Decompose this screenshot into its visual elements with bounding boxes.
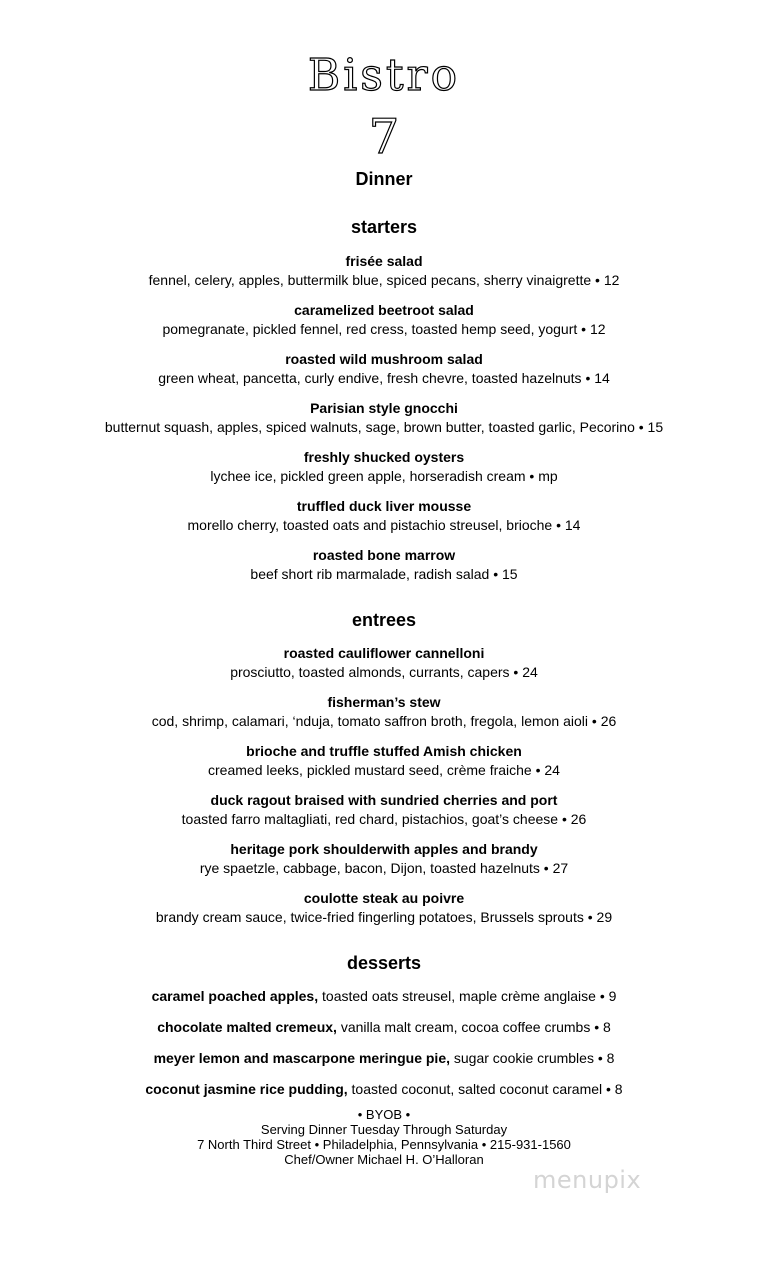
item-description: pomegranate, pickled fennel, red cress, toasted hemp seed, yogurt • 12 xyxy=(162,321,606,337)
item-description: green wheat, pancetta, curly endive, fresh chevre, toasted hazelnuts • 14 xyxy=(158,370,610,386)
item-name: brioche and truffle stuffed Amish chicken xyxy=(246,743,522,759)
item-name: roasted wild mushroom salad xyxy=(285,351,483,367)
restaurant-number: 7 xyxy=(368,109,400,165)
menu-item xyxy=(0,889,768,926)
byob-note: • BYOB • xyxy=(357,1107,411,1122)
item-description: toasted farro maltagliati, red chard, pistachios, goat’s cheese • 26 xyxy=(181,811,587,827)
dessert-name: chocolate malted cremeux, xyxy=(157,1019,337,1035)
chef-owner: Chef/Owner Michael H. O’Halloran xyxy=(284,1152,484,1167)
dessert-item xyxy=(0,987,768,1005)
item-description: prosciutto, toasted almonds, currants, capers • 24 xyxy=(230,664,538,680)
restaurant-name: Bistro xyxy=(307,50,461,101)
menu-item xyxy=(0,497,768,534)
item-description: lychee ice, pickled green apple, horseradish cream • mp xyxy=(210,468,558,484)
item-name: Parisian style gnocchi xyxy=(310,400,458,416)
menu-title: Dinner xyxy=(355,169,413,189)
item-name: frisée salad xyxy=(345,253,423,269)
service-hours: Serving Dinner Tuesday Through Saturday xyxy=(260,1122,508,1137)
menu-item xyxy=(0,252,768,289)
dessert-name: coconut jasmine rice pudding, xyxy=(145,1081,348,1097)
item-description: morello cherry, toasted oats and pistachio streusel, brioche • 14 xyxy=(187,517,581,533)
item-description: cod, shrimp, calamari, ‘nduja, tomato saffron broth, fregola, lemon aioli • 26 xyxy=(151,713,617,729)
item-name: caramelized beetroot salad xyxy=(294,302,474,318)
menu-item xyxy=(0,350,768,387)
item-description: brandy cream sauce, twice-fried fingerling potatoes, Brussels sprouts • 29 xyxy=(155,909,613,925)
menu-item xyxy=(0,399,768,436)
menu-item xyxy=(0,693,768,730)
item-description: butternut squash, apples, spiced walnuts, sage, brown butter, toasted garlic, Pecorino • 15 xyxy=(104,419,664,435)
menu-item xyxy=(0,791,768,828)
dessert-name: caramel poached apples, xyxy=(151,988,319,1004)
item-name: freshly shucked oysters xyxy=(303,449,465,465)
item-name: fisherman’s stew xyxy=(327,694,441,710)
dessert-description: toasted coconut, salted coconut caramel • 8 xyxy=(347,1081,623,1097)
dessert-description: toasted oats streusel, maple crème anglaise • 9 xyxy=(318,988,617,1004)
dessert-description: vanilla malt cream, cocoa coffee crumbs • 8 xyxy=(336,1019,611,1035)
menu-item xyxy=(0,301,768,338)
item-description: creamed leeks, pickled mustard seed, crème fraiche • 24 xyxy=(208,762,560,778)
menu-item xyxy=(0,742,768,779)
section-title-starters: starters xyxy=(350,217,418,237)
section-title-entrees: entrees xyxy=(351,610,417,630)
dessert-item xyxy=(0,1049,768,1067)
menu-item xyxy=(0,840,768,877)
dessert-description: sugar cookie crumbles • 8 xyxy=(450,1050,615,1066)
dessert-name: meyer lemon and mascarpone meringue pie, xyxy=(153,1050,450,1066)
item-name: truffled duck liver mousse xyxy=(296,498,472,514)
watermark: menupix xyxy=(533,1166,642,1194)
menu-footer xyxy=(0,1107,768,1167)
item-description: fennel, celery, apples, buttermilk blue, spiced pecans, sherry vinaigrette • 12 xyxy=(148,272,620,288)
item-description: rye spaetzle, cabbage, bacon, Dijon, toasted hazelnuts • 27 xyxy=(199,860,569,876)
item-name: duck ragout braised with sundried cherries and port xyxy=(210,792,558,808)
item-description: beef short rib marmalade, radish salad • 15 xyxy=(250,566,518,582)
item-name: roasted cauliflower cannelloni xyxy=(283,645,485,661)
dessert-item xyxy=(0,1080,768,1098)
dessert-item xyxy=(0,1018,768,1036)
section-title-desserts: desserts xyxy=(346,953,422,973)
menu-item xyxy=(0,448,768,485)
item-name: heritage pork shoulderwith apples and brandy xyxy=(230,841,538,857)
menu-item xyxy=(0,546,768,583)
item-name: roasted bone marrow xyxy=(312,547,456,563)
address-phone: 7 North Third Street • Philadelphia, Pennsylvania • 215-931-1560 xyxy=(197,1137,571,1152)
menu-item xyxy=(0,644,768,681)
item-name: coulotte steak au poivre xyxy=(303,890,465,906)
